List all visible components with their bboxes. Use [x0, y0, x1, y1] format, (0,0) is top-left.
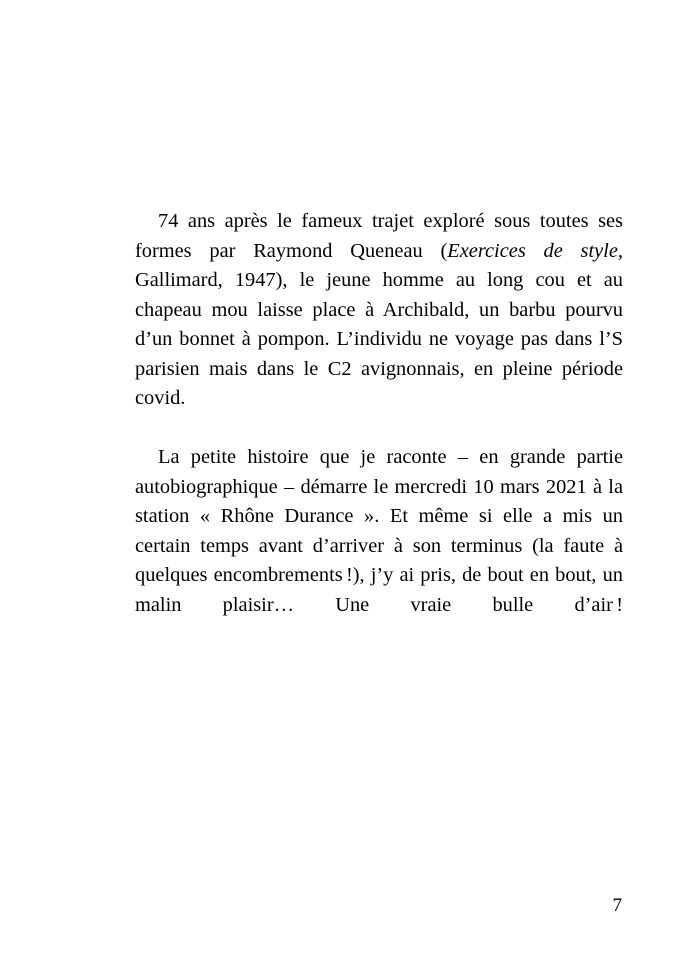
paragraph-1-text-after-italic: Gallimard, 1947), le jeune homme au long cou et au chapeau mou laisse place à Archibald, un barbu pourvu d’un bonnet à pompon. L’individu ne voyage pas dans l’S parisien mais dans le C2 avignonnais, en pleine période covid. [135, 269, 623, 409]
page-number: 7 [612, 895, 622, 916]
paragraph-1 [135, 207, 623, 443]
paragraph-2-text-part-a: La petite histoire que je raconte – en grande partie autobiographique – démarre le mercredi 10 mars 2021 à la station « Rhône Durance ». Et même si elle a mis un certain temps avant d’arriver à son terminus (la faute à quelques encombrements [135, 446, 623, 586]
paragraph-2 [135, 443, 623, 650]
page-text-block [135, 207, 623, 650]
paragraph-2-text-part-b: !), j’y ai pris, de bout en bout, un malin plaisir… Une vraie bulle d’air [135, 564, 623, 616]
paragraph-2-text-part-c: ! [616, 593, 623, 616]
paragraph-1-text-before-italic: 74 ans après le fameux trajet exploré sous toutes ses formes par Raymond Queneau ( [135, 210, 623, 262]
book-title-italic: Exercices de style, [447, 239, 623, 262]
